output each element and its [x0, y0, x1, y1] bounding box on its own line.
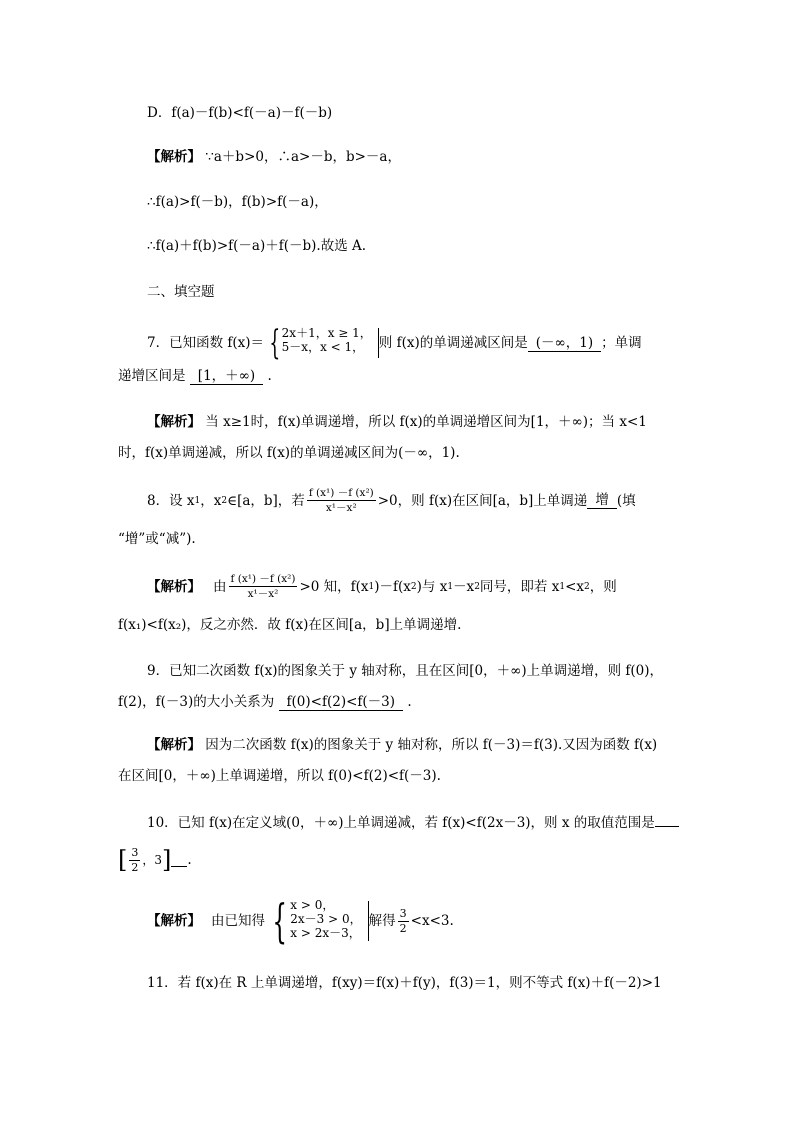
- question-8-line1: 8．设 x 1 ，x 2 ∈[a，b]，若 $\frac{\text{f (x¹) －f (x²)}}{\text{x¹－x²}}$ >0，则 f(x)在区间[a，b]上单调递 增 (填: [147, 487, 636, 514]
- analysis-q9-line1: [147, 736, 657, 754]
- q10-jx-pre: 由已知得: [211, 913, 265, 929]
- q8-fraction-num: f (x¹) －f (x²): [308, 487, 374, 499]
- q7-answer1: (－∞，1): [528, 335, 601, 352]
- q10-jx-system: [265, 894, 369, 948]
- question-8-line2: “增”或“减”).: [118, 531, 196, 547]
- question-10-line2: [118, 845, 192, 875]
- analysis-q9-line2: 在区间[0，＋∞)上单调递增，所以 f(0)<f(2)<f(－3).: [118, 768, 441, 784]
- q8-post: >0，则 f(x)在区间[a，b]上单调递: [377, 492, 588, 509]
- left-brace-icon: {: [269, 323, 281, 363]
- analysis-tag: 【解析】: [147, 414, 201, 430]
- q7-pre: 7．已知函数 f(x)＝: [147, 335, 265, 351]
- q10-fraction-den: 2: [131, 860, 139, 874]
- q8-fraction: [307, 487, 376, 514]
- left-bracket-icon: [: [118, 846, 128, 874]
- q8-jx-pre: 由: [213, 578, 227, 595]
- analysis-q10: [147, 894, 454, 948]
- analysis-q8-line2: f(x₁)<f(x₂)，反之亦然．故 f(x)在区间[a，b]上单调递增.: [118, 617, 462, 633]
- q7-post1: ；单调: [601, 335, 642, 351]
- analysis-q6-line2: ∴f(a)>f(－b)，f(b)>f(－a)，: [147, 194, 328, 210]
- q10-end: .: [187, 852, 192, 868]
- q9-line2-post: .: [407, 694, 412, 710]
- q10-jx-fraction: [398, 908, 409, 935]
- q7-row2: 5－x，x < 1，: [281, 340, 365, 354]
- analysis-q6-line1: [147, 148, 401, 166]
- analysis-q7-line2: 时，f(x)单调递减，所以 f(x)的单调递减区间为(－∞，1).: [118, 445, 460, 461]
- q10-fraction-num: 3: [131, 845, 139, 859]
- right-bracket-icon: ]: [162, 846, 172, 874]
- analysis-text: ∵a＋b>0，∴a>－b，b>－a，: [205, 149, 401, 165]
- q7-line2-post: .: [267, 368, 272, 384]
- q10-jx-fraction-num: 3: [399, 906, 407, 920]
- question-9-line2: [118, 693, 412, 711]
- analysis-q8-line1: 【解析】 由 $\frac{\text{f (x¹) －f (x²)}}{\text{x¹－x²}}$ >0 知，f(x 1 )－f(x 2 ) 与 x 1 －x 2 同号，即若 x 1 <x 2 ，则: [147, 573, 617, 600]
- analysis-q7-line1: [147, 413, 647, 431]
- question-9-line1: 9．已知二次函数 f(x)的图象关于 y 轴对称，且在区间[0，＋∞)上单调递增，则 f(0)，: [147, 663, 664, 679]
- analysis-tag: 【解析】: [147, 913, 201, 929]
- q9-line2-pre: f(2)，f(－3)的大小关系为: [118, 694, 275, 710]
- q7-piecewise: [264, 323, 379, 363]
- q8-jx-post: >0 知，f(x: [299, 578, 369, 595]
- question-10-line1: [147, 812, 679, 832]
- q10-answer-rest: ，3: [142, 853, 163, 867]
- analysis-q6-line3: ∴f(a)＋f(b)>f(－a)＋f(－b).故选 A.: [147, 238, 367, 254]
- analysis-tag: 【解析】: [147, 149, 201, 165]
- question-7-line1: [147, 323, 642, 363]
- q8-fraction-den: x¹－x²: [325, 502, 357, 514]
- q8-post2: (填: [616, 492, 636, 509]
- q8-jx-fraction: [229, 573, 298, 600]
- analysis-tag: 【解析】: [147, 737, 201, 753]
- q7-row1: 2x＋1，x ≥ 1，: [281, 326, 372, 340]
- q8-answer: 增: [587, 492, 617, 509]
- question-11-line1: 11．若 f(x)在 R 上单调递增，f(xy)＝f(x)＋f(y)，f(3)＝1，则不等式 f(x)＋f(－2)>1: [147, 975, 662, 991]
- q10-jx-row3: x > 2x－3，: [290, 926, 361, 940]
- q10-text: 10．已知 f(x)在定义域(0，＋∞)上单调递减，若 f(x)<f(2x－3)，则 x 的取值范围是: [147, 815, 655, 831]
- q8-jx-rest: 与 x: [421, 578, 448, 595]
- q8-pre: 8．设 x: [147, 492, 195, 509]
- q10-jx-fraction-den: 2: [399, 921, 407, 935]
- option-d: D．f(a)－f(b)<f(－a)－f(－b): [147, 105, 333, 121]
- question-7-line2: [118, 367, 272, 385]
- q7-mid: 则 f(x)的单调递减区间是: [378, 335, 528, 351]
- q8-jx-fraction-num: f (x¹) －f (x²): [230, 573, 296, 585]
- q9-answer: f(0)<f(2)<f(－3): [279, 694, 403, 711]
- q10-blank-start: [655, 812, 679, 827]
- q8-mid1: ，x: [200, 492, 222, 509]
- analysis-text: 因为二次函数 f(x)的图象关于 y 轴对称，所以 f(－3)＝f(3).又因为函数 f(x): [205, 737, 658, 753]
- q10-blank-end: [171, 854, 187, 867]
- q8-mid2: ∈[a，b]，若: [227, 492, 305, 509]
- section-heading: 二、填空题: [147, 284, 215, 300]
- q8-jx-fraction-den: x¹－x²: [247, 588, 279, 600]
- q10-fraction: [129, 847, 140, 874]
- analysis-tag: 【解析】: [147, 578, 201, 595]
- analysis-text: 当 x≥1时，f(x)单调递增，所以 f(x)的单调递增区间为[1，＋∞)；当 x<1: [205, 414, 647, 430]
- q10-jx-row1: x > 0，: [290, 898, 335, 912]
- left-brace-icon: {: [272, 894, 287, 948]
- q7-answer2: [1，＋∞): [190, 368, 263, 385]
- q10-jx-post-pre: 解得: [368, 913, 396, 929]
- q7-line2-pre: 递增区间是: [118, 368, 186, 384]
- q10-jx-row2: 2x－3 > 0，: [290, 912, 362, 926]
- q10-jx-post: <x<3.: [410, 913, 454, 929]
